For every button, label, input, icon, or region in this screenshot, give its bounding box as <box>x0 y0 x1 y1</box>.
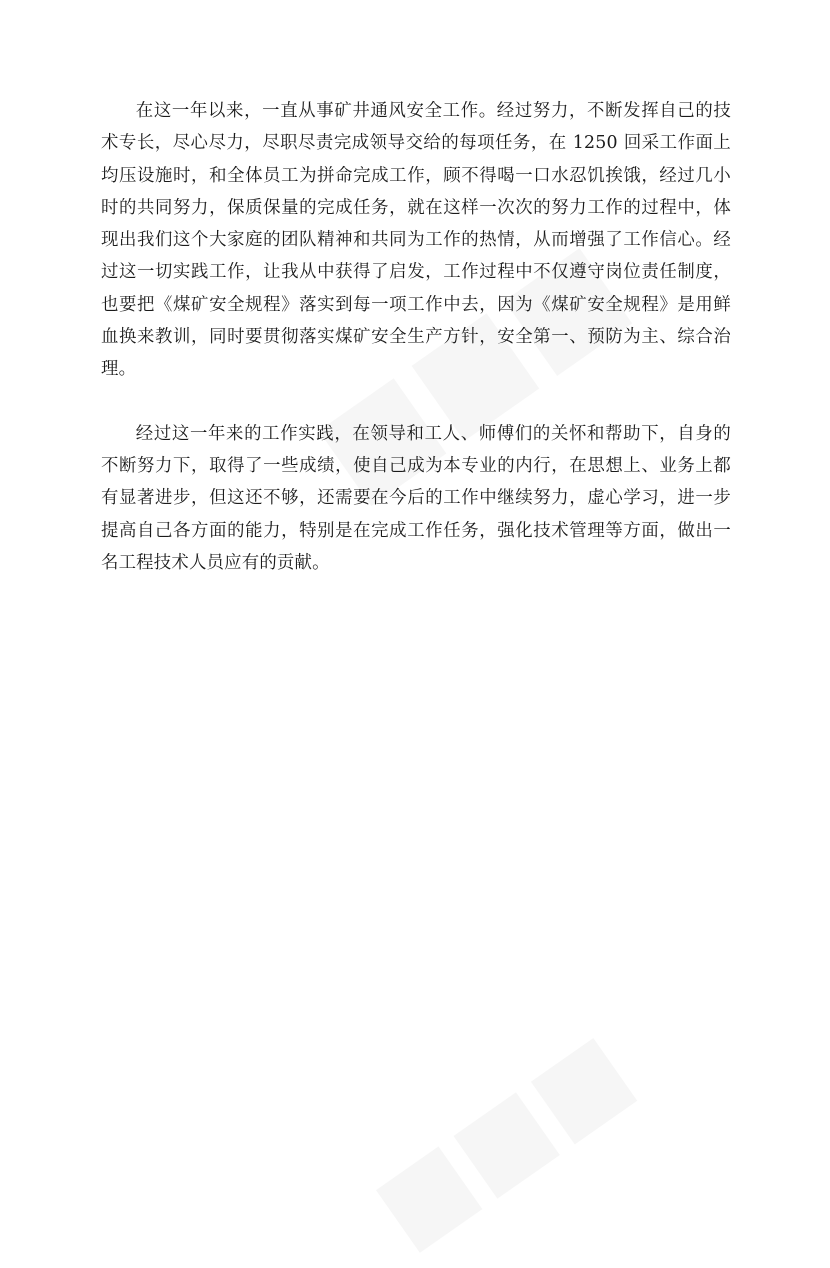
document-body <box>101 95 731 579</box>
paragraph-1: 在这一年以来，一直从事矿井通风安全工作。经过努力，不断发挥自己的技术专长，尽心尽力，尽职尽责完成领导交给的每项任务，在 1250 回采工作面上均压设施时，和全体员工为拼命完成工作，顾不得喝一口水忍饥挨饿，经过几小时的共同努力，保质保量的完成任务，就在这样一次次的努力工作的过程中，体现出我们这个大家庭的团队精神和共同为工作的热情，从而增强了工作信心。经过这一切实践工作，让我从中获得了启发，工作过程中不仅遵守岗位责任制度，也要把《煤矿安全规程》落实到每一项工作中去，因为《煤矿安全规程》是用鲜血换来教训，同时要贯彻落实煤矿安全生产方针，安全第一、预防为主、综合治理。 <box>101 101 731 380</box>
paragraph-2: 经过这一年来的工作实践，在领导和工人、师傅们的关怀和帮助下，自身的不断努力下，取得了一些成绩，使自己成为本专业的内行，在思想上、业务上都有显著进步，但这还不够，还需要在今后的工作中继续努力，虚心学习，进一步提高自己各方面的能力，特别是在完成工作任务，强化技术管理等方面，做出一名工程技术人员应有的贡献。 <box>101 423 731 573</box>
watermark <box>352 1009 651 1267</box>
